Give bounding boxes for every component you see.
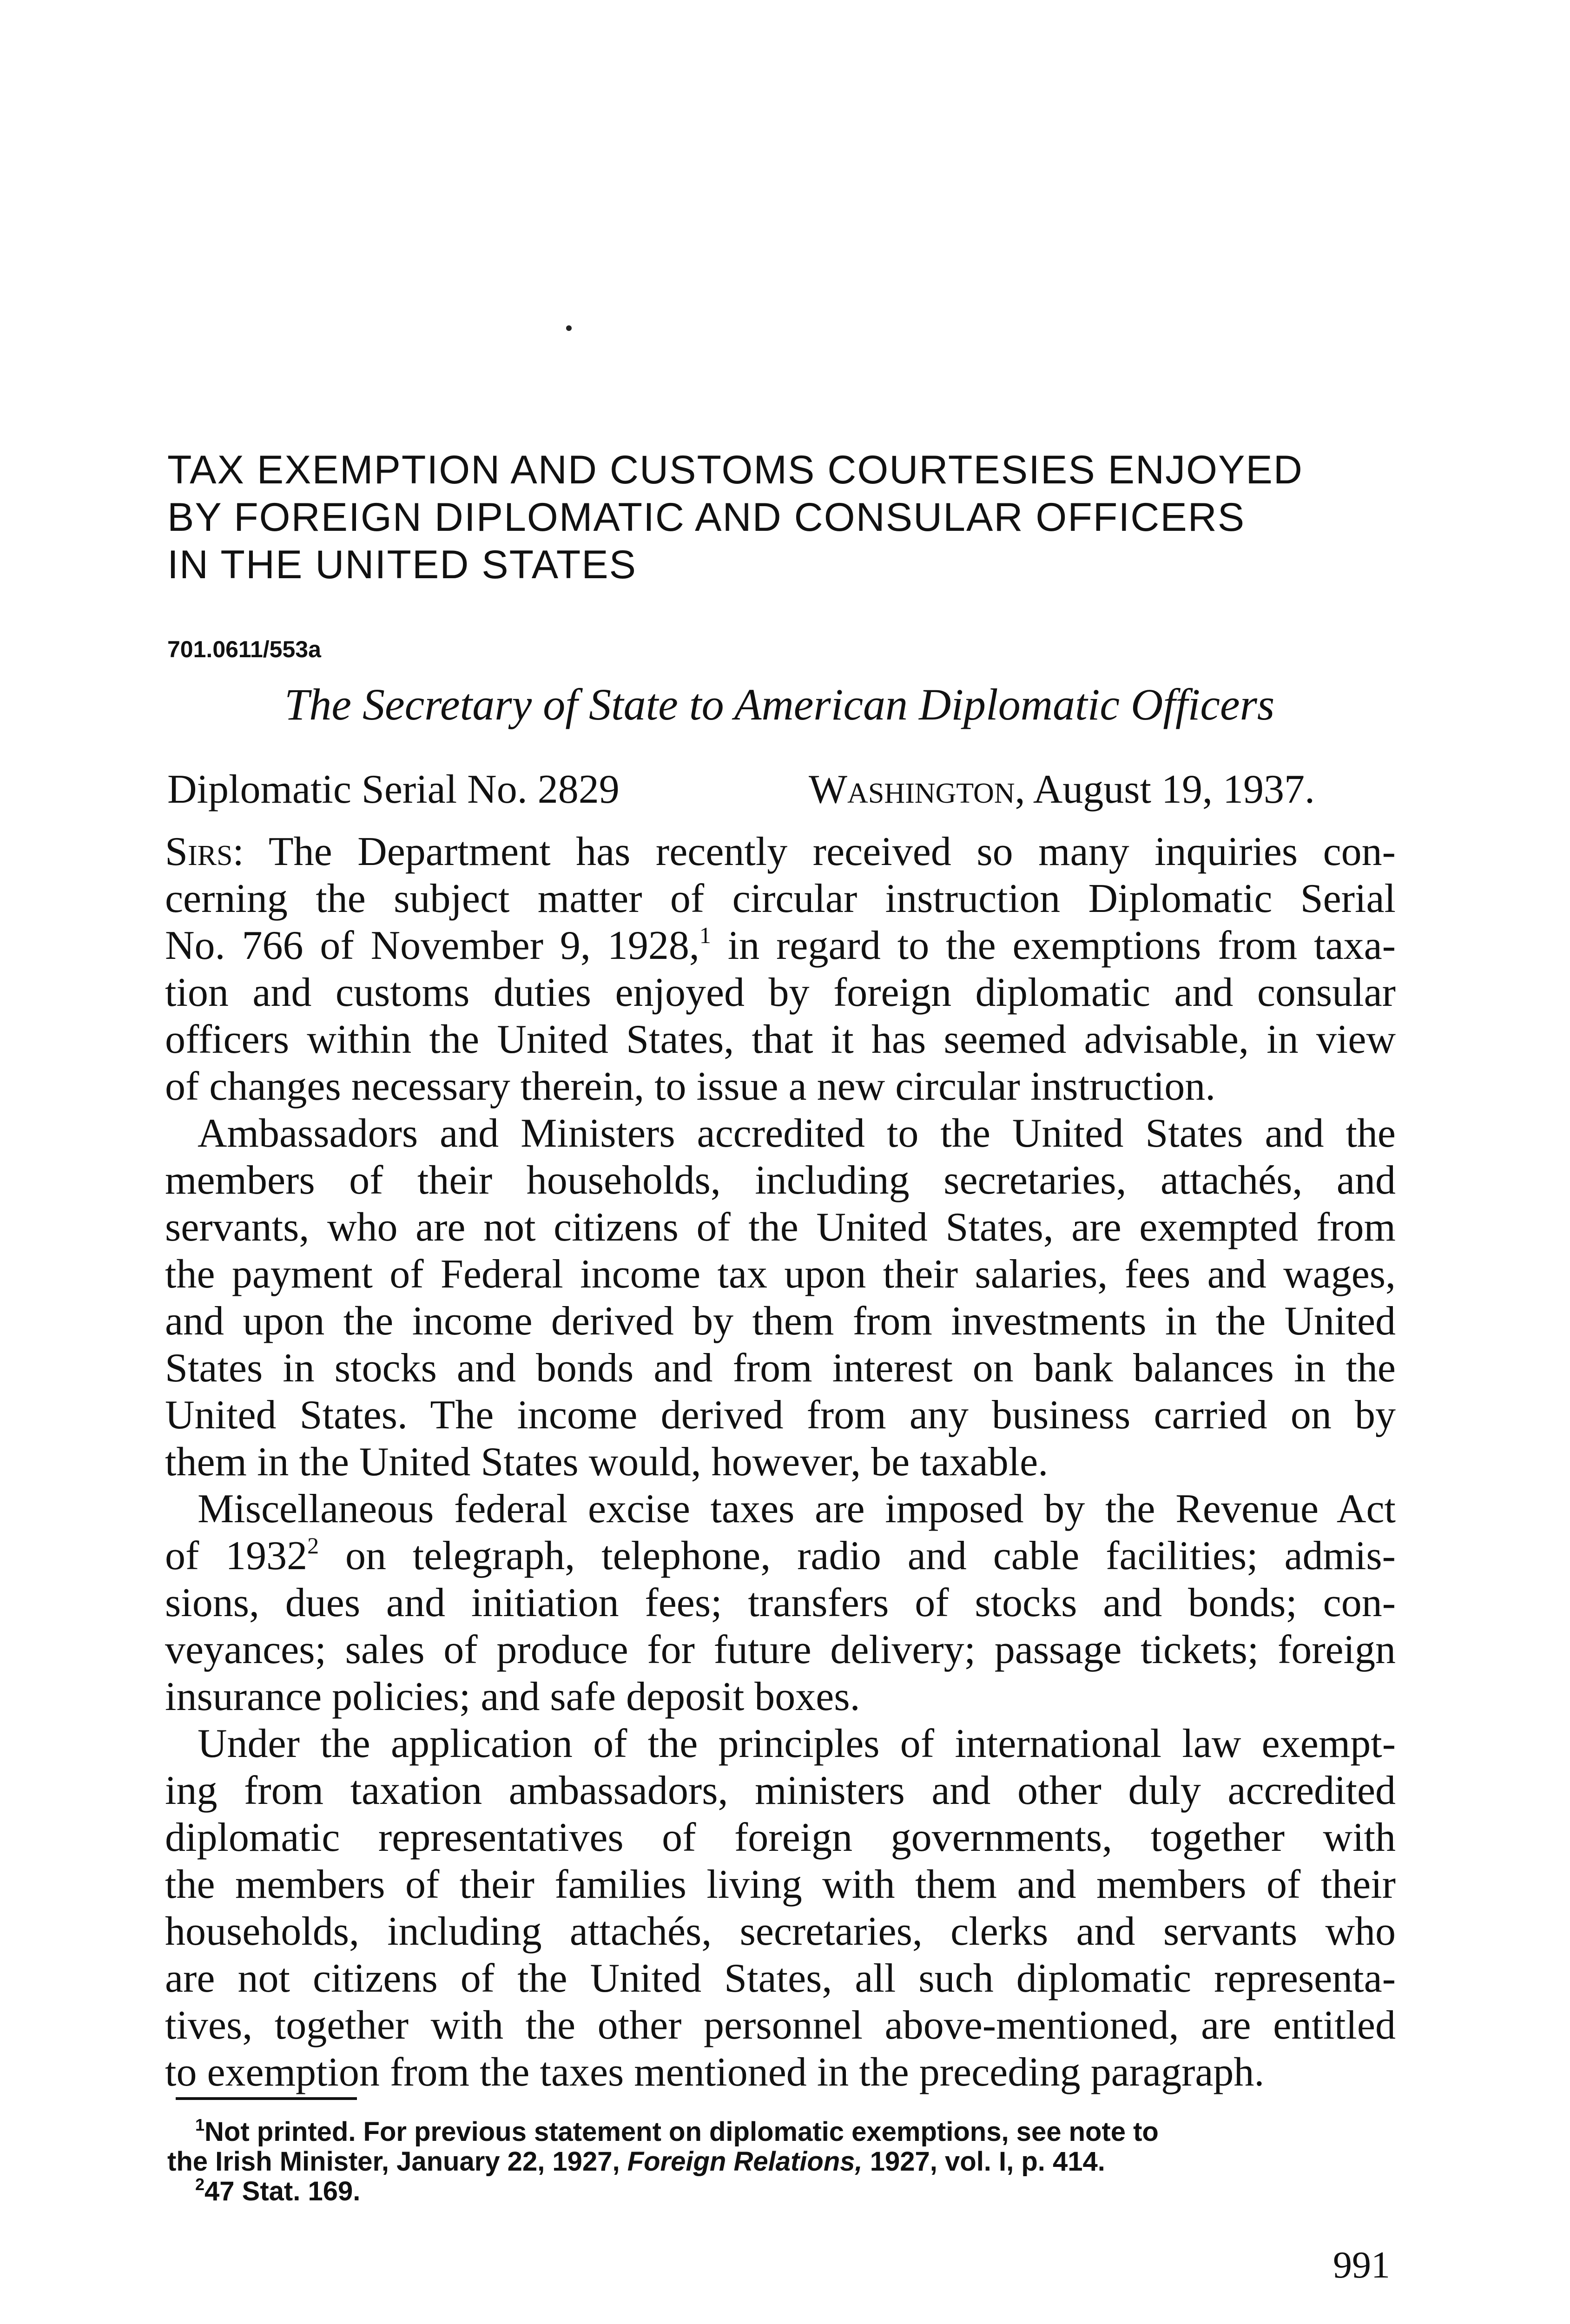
footnote-text: Not printed. For previous statement on diplomatic exemptions, see note to — [204, 2117, 1159, 2147]
footnote-citation: Foreign Relations, — [627, 2146, 863, 2177]
text-run: No. 766 of November 9, 1928, — [165, 923, 699, 968]
text-line — [165, 828, 1396, 875]
footnote-mark: 1 — [195, 2115, 205, 2134]
text-line — [165, 922, 1396, 969]
footnote-mark: 2 — [195, 2175, 205, 2194]
stray-mark — [566, 325, 572, 331]
text-run: on telegraph, telephone, radio and cable facilities; admis- — [319, 1533, 1396, 1578]
text-line: insurance policies; and safe deposit boxes. — [165, 1674, 860, 1719]
serial-date-line — [167, 766, 1394, 813]
paragraph-4 — [165, 1720, 1396, 2096]
page-number: 991 — [1333, 2244, 1390, 2286]
text-line: States in stocks and bonds and from interest on bank balances in the — [165, 1346, 1396, 1391]
text-line — [165, 1532, 1396, 1579]
text-line: ing from taxation ambassadors, ministers and other duly accredited — [165, 1768, 1396, 1813]
footnote-ref: 2 — [307, 1532, 319, 1558]
date: August 19, 1937. — [1033, 767, 1315, 812]
file-number: 701.0611/553a — [167, 636, 321, 662]
footnote-1-continued — [167, 2147, 1385, 2177]
text-line: the members of their families living with them and members of their — [165, 1862, 1396, 1907]
text-line: cerning the subject matter of circular instruction Diplomatic Serial — [165, 876, 1396, 921]
paragraph-2 — [165, 1110, 1396, 1486]
text-line: are not citizens of the United States, all such diplomatic representa- — [165, 1956, 1396, 2001]
title-line: IN THE UNITED STATES — [167, 542, 637, 587]
footnote-text: 1927, vol. I, p. 414. — [862, 2146, 1105, 2177]
text-run: The Department has recently received so many inquiries con- — [244, 829, 1396, 874]
salutation: Sirs: — [165, 829, 244, 874]
text-line: tion and customs duties enjoyed by foreign diplomatic and consular — [165, 970, 1396, 1015]
serial-number: Diplomatic Serial No. 2829 — [167, 767, 620, 812]
text-line: sions, dues and initiation fees; transfers of stocks and bonds; con- — [165, 1580, 1396, 1625]
title-line: BY FOREIGN DIPLOMATIC AND CONSULAR OFFICERS — [167, 495, 1246, 540]
text-line: veyances; sales of produce for future delivery; passage tickets; foreign — [165, 1627, 1396, 1672]
footnote-text: the Irish Minister, January 22, 1927, — [167, 2146, 627, 2177]
paragraph-3 — [165, 1486, 1396, 1720]
text-line: of changes necessary therein, to issue a new circular instruction. — [165, 1064, 1216, 1109]
letter-body — [165, 828, 1396, 2096]
document-title — [167, 446, 1422, 588]
footnote-1 — [167, 2117, 1385, 2147]
paragraph-1 — [165, 828, 1396, 1110]
footnote-2 — [167, 2177, 1385, 2206]
text-line: households, including attachés, secretaries, clerks and servants who — [165, 1909, 1396, 1954]
place: Washington, — [809, 767, 1025, 812]
footnote-text: 47 Stat. 169. — [204, 2176, 361, 2206]
text-line: United States. The income derived from any business carried on by — [165, 1393, 1396, 1438]
text-line: and upon the income derived by them from investments in the United — [165, 1299, 1396, 1344]
text-line: to exemption from the taxes mentioned in the preceding paragraph. — [165, 2050, 1265, 2095]
title-line: TAX EXEMPTION AND CUSTOMS COURTESIES ENJOYED — [167, 448, 1303, 492]
text-line: the payment of Federal income tax upon their salaries, fees and wages, — [165, 1252, 1396, 1297]
text-line: servants, who are not citizens of the United States, are exempted from — [165, 1205, 1396, 1250]
text-line: tives, together with the other personnel above-mentioned, are entitled — [165, 2003, 1396, 2048]
addressee-line: The Secretary of State to American Diplomatic Officers — [284, 680, 1275, 729]
text-run: in regard to the exemptions from taxa- — [711, 923, 1396, 968]
text-line: them in the United States would, however, be taxable. — [165, 1439, 1049, 1485]
footnotes — [167, 2117, 1385, 2206]
text-line: Ambassadors and Ministers accredited to the United States and the — [198, 1111, 1396, 1156]
text-line: Under the application of the principles of international law exempt- — [198, 1721, 1396, 1766]
text-line: members of their households, including secretaries, attachés, and — [165, 1158, 1396, 1203]
text-run: of 1932 — [165, 1533, 308, 1578]
footnote-divider — [176, 2097, 357, 2100]
text-line: Miscellaneous federal excise taxes are imposed by the Revenue Act — [198, 1486, 1396, 1532]
text-line: diplomatic representatives of foreign governments, together with — [165, 1815, 1396, 1860]
text-line: officers within the United States, that it has seemed advisable, in view — [165, 1017, 1396, 1062]
place-date — [809, 766, 1315, 813]
footnote-ref: 1 — [699, 922, 711, 948]
